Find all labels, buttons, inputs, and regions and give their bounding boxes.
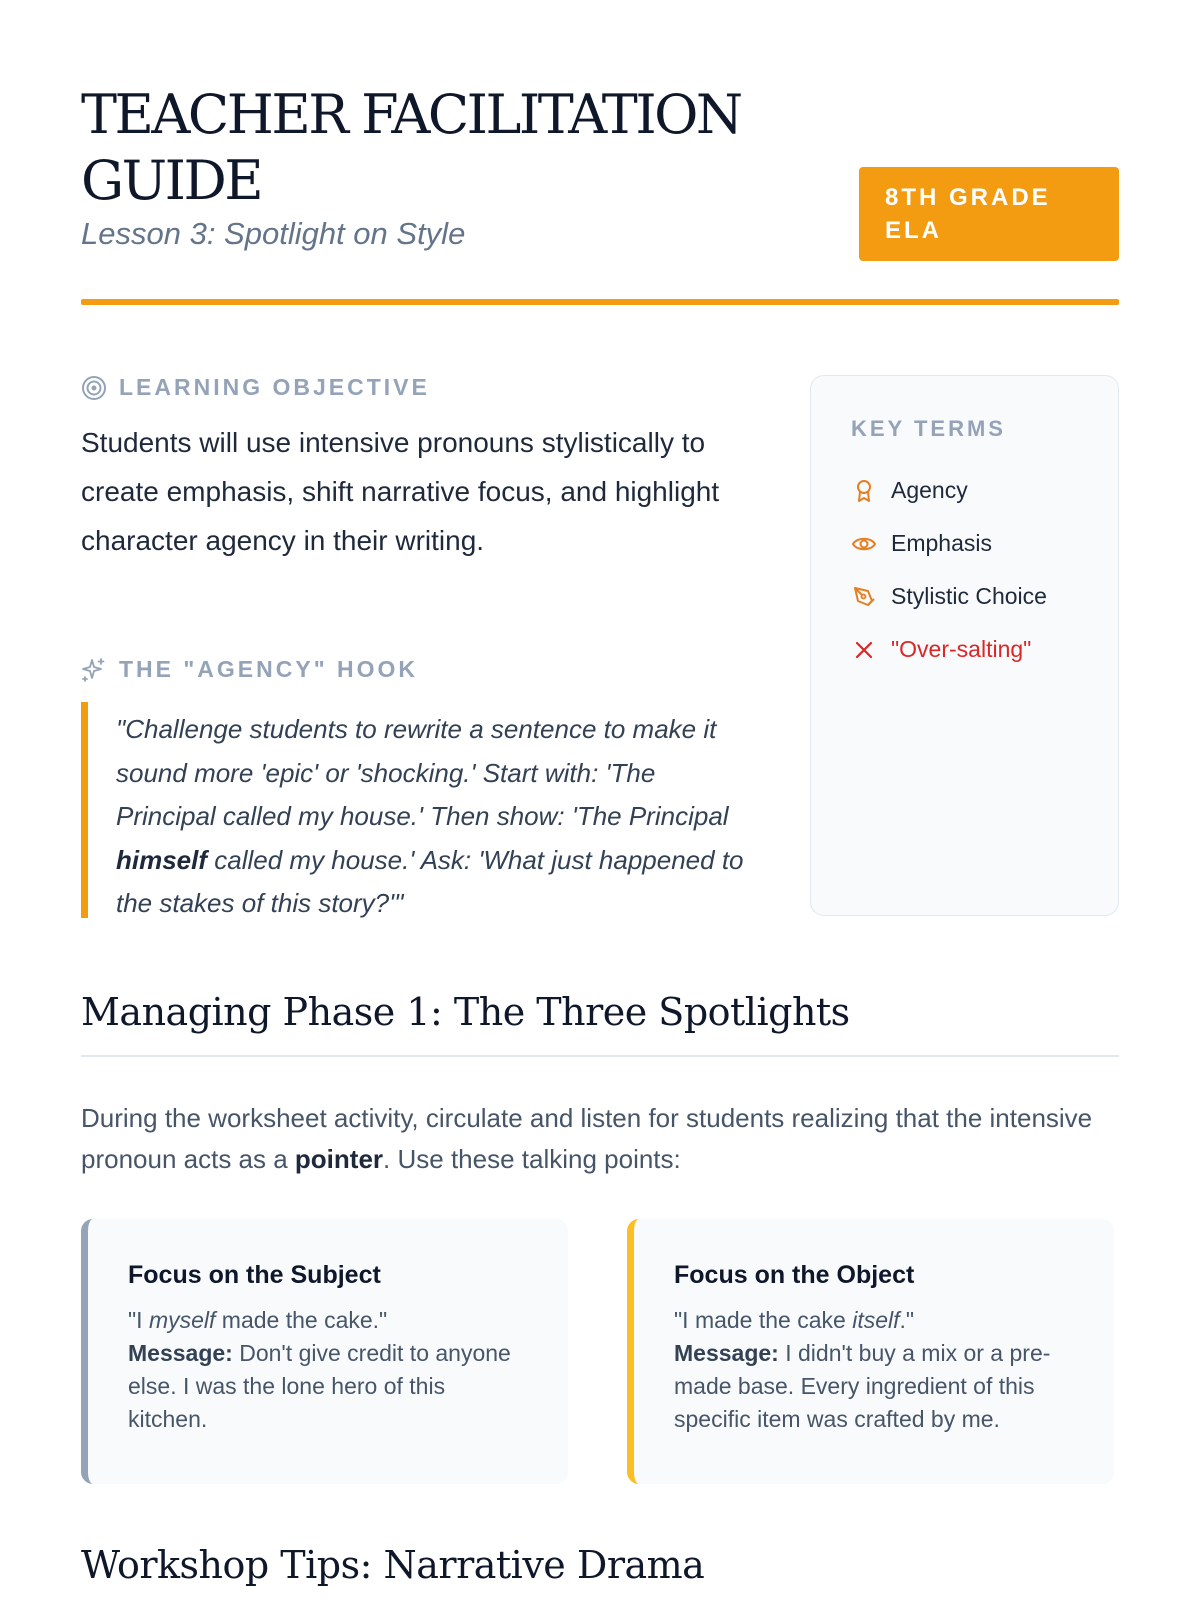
lesson-subtitle: Lesson 3: Spotlight on Style: [81, 216, 466, 251]
hook-quote-part1: "Challenge students to rewrite a sentence to make it sound more 'epic' or 'shocking.' Start with: 'The Principal called my house.' Then show: 'The Principal: [116, 714, 729, 831]
grade-badge: 8TH GRADE ELA: [859, 167, 1119, 261]
hook-quote-part2: called my house.' Ask: 'What just happened to the stakes of this story?'": [116, 844, 744, 918]
example-pre: "I made the cake: [674, 1307, 853, 1333]
intro-part1: During the worksheet activity, circulate and listen for students realizing that the intensive pronoun acts as a: [81, 1103, 1093, 1174]
spotlight-card-body: [674, 1304, 1076, 1436]
phase-1-divider: [81, 1055, 1119, 1057]
example-emphasis: itself: [852, 1307, 900, 1333]
key-term-over-salting: [851, 623, 1118, 676]
key-term-label: Stylistic Choice: [891, 583, 1047, 609]
workshop-heading: Workshop Tips: Narrative Drama: [81, 1543, 705, 1587]
example-post: made the cake.": [215, 1307, 388, 1333]
message-text: I didn't buy a mix or a pre-made base. Every ingredient of this specific item was crafted by me.: [674, 1340, 1051, 1432]
example-pre: "I: [128, 1307, 149, 1333]
phase-1-heading: Managing Phase 1: The Three Spotlights: [81, 990, 850, 1034]
key-terms-card: [810, 375, 1119, 916]
target-icon: [81, 375, 107, 401]
pen-tool-icon: [851, 584, 877, 610]
page-title: TEACHER FACILITATION GUIDE: [81, 83, 741, 212]
key-term-label: "Over-salting": [891, 636, 1032, 662]
intro-bold: pointer: [294, 1144, 384, 1174]
key-term-stylistic-choice: [851, 570, 1118, 623]
objective-label: LEARNING OBJECTIVE: [119, 374, 430, 400]
spotlight-card-subject: [81, 1219, 568, 1484]
message-label: Message:: [128, 1340, 233, 1366]
award-icon: [851, 478, 877, 504]
spotlight-card-title: Focus on the Object: [674, 1261, 915, 1289]
example-emphasis: myself: [148, 1307, 216, 1333]
key-terms-title: KEY TERMS: [851, 416, 1006, 441]
phase-1-intro: [81, 1098, 1119, 1180]
objective-text: Students will use intensive pronouns stylistically to create emphasis, shift narrative focus, and highlight character agency in their writing.: [81, 427, 720, 556]
example-post: .": [899, 1307, 915, 1333]
hook-quote: [81, 702, 761, 918]
message-text: Don't give credit to anyone else. I was the lone hero of this kitchen.: [128, 1340, 511, 1432]
spotlight-card-object: [627, 1219, 1114, 1484]
spotlight-card-title: Focus on the Subject: [128, 1261, 381, 1289]
spotlight-card-body: [128, 1304, 530, 1436]
key-term-emphasis: [851, 517, 1118, 570]
x-icon: [851, 637, 877, 663]
hook-quote-emphasis: himself: [116, 844, 208, 875]
hook-heading: [81, 656, 418, 683]
message-label: Message:: [674, 1340, 779, 1366]
header-divider: [81, 299, 1119, 305]
header: [81, 82, 1119, 306]
sparkles-icon: [81, 657, 107, 683]
intro-part2: . Use these talking points:: [383, 1144, 681, 1174]
objective-heading: [81, 374, 430, 401]
hook-label: THE "AGENCY" HOOK: [119, 656, 418, 682]
eye-icon: [851, 531, 877, 557]
key-term-label: Emphasis: [891, 530, 992, 556]
key-term-agency: [851, 464, 1118, 517]
key-term-label: Agency: [891, 477, 968, 503]
